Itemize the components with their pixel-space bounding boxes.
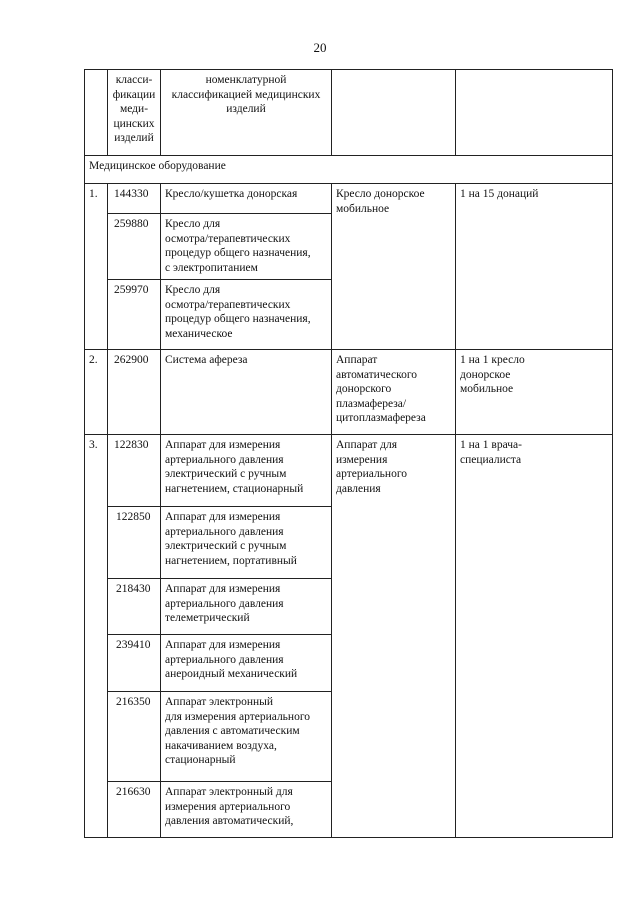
text-line: Аппарат для — [336, 439, 398, 451]
item-name — [161, 280, 332, 350]
item-code: 216350 — [108, 692, 161, 782]
item-name — [161, 350, 332, 435]
text-line: артериального давления — [165, 653, 284, 666]
item-name — [161, 435, 332, 507]
text-line: класси- — [115, 74, 153, 86]
text-line: давления автоматический, — [165, 815, 294, 827]
text-line: Аппарат для измерения — [165, 639, 281, 651]
text-line: процедур общего назначения, — [165, 313, 311, 325]
equipment-table — [84, 69, 613, 838]
item-code: 262900 — [108, 350, 161, 435]
text-line: изделий — [226, 103, 266, 115]
item-code: 122830 — [108, 435, 161, 507]
text-line: электрический с ручным — [165, 468, 287, 480]
text-line: меди- — [119, 103, 149, 115]
text-line: Кресло для — [165, 284, 221, 296]
text-line: цинских — [113, 117, 155, 130]
text-line: Аппарат для измерения — [165, 439, 281, 451]
equipment-norm — [456, 435, 613, 838]
text-line: Аппарат электронный — [165, 696, 274, 708]
header-row — [85, 70, 613, 156]
text-line: цитоплазмафереза — [336, 412, 426, 424]
row-number: 2. — [85, 350, 108, 435]
text-line: осмотра/терапевтических — [165, 298, 291, 311]
text-line: артериального давления — [165, 597, 284, 610]
header-norm-cell — [456, 70, 613, 156]
text-line: фикации — [112, 88, 156, 101]
header-name-cell — [161, 70, 332, 156]
item-code: 218430 — [108, 579, 161, 635]
item-code: 216630 — [108, 782, 161, 838]
row-number: 3. — [85, 435, 108, 838]
item-name — [161, 214, 332, 280]
item-code: 259970 — [108, 280, 161, 350]
item-code: 122850 — [108, 507, 161, 579]
page-number: 20 — [313, 40, 327, 55]
section-row — [85, 156, 613, 184]
text-line: донорского — [336, 383, 392, 395]
text-line: донорское — [460, 368, 511, 381]
text-line: анероидный механический — [165, 668, 298, 680]
text-line: Кресло донорское — [336, 188, 425, 200]
text-line: электрический с ручным — [165, 540, 287, 552]
text-line: артериального — [336, 468, 408, 480]
text-line: осмотра/терапевтических — [165, 232, 291, 245]
text-line: артериального давления — [165, 453, 284, 466]
equipment-norm — [456, 184, 613, 350]
equipment-name — [332, 184, 456, 350]
item-name — [161, 579, 332, 635]
text-line: специалиста — [460, 453, 522, 466]
text-line: 1 на 15 донаций — [460, 188, 539, 200]
text-line: артериального давления — [165, 525, 284, 538]
text-line: нагнетением, портативный — [165, 554, 297, 567]
text-line: Аппарат — [336, 354, 378, 366]
table-row — [85, 184, 613, 214]
text-line: давления — [336, 482, 381, 495]
item-code: 259880 — [108, 214, 161, 280]
item-code: 144330 — [108, 184, 161, 214]
text-line: накачиванием воздуха, — [165, 739, 277, 752]
item-name — [161, 184, 332, 214]
table-row — [85, 435, 613, 507]
text-line: мобильное — [336, 202, 390, 215]
item-code: 239410 — [108, 635, 161, 692]
text-line: с электропитанием — [165, 261, 258, 274]
text-line: давления с автоматическим — [165, 725, 300, 737]
text-line: автоматического — [336, 368, 418, 381]
text-line: Аппарат для измерения — [165, 511, 281, 523]
text-line: 1 на 1 кресло — [460, 354, 525, 366]
text-line: измерения артериального — [165, 800, 291, 813]
equipment-norm — [456, 350, 613, 435]
table-row — [85, 350, 613, 435]
equipment-name — [332, 350, 456, 435]
row-number: 1. — [85, 184, 108, 350]
text-line: Аппарат электронный для — [165, 786, 293, 798]
item-name — [161, 507, 332, 579]
text-line: Кресло для — [165, 218, 221, 230]
text-line: плазмафереза/ — [336, 397, 407, 410]
item-name — [161, 782, 332, 838]
text-line: механическое — [165, 327, 233, 340]
item-name — [161, 635, 332, 692]
text-line: Система афереза — [165, 354, 248, 366]
text-line: стационарный — [165, 754, 236, 766]
text-line: Аппарат для измерения — [165, 583, 281, 595]
text-line: номенклатурной — [205, 74, 287, 86]
text-line: телеметрический — [165, 612, 250, 624]
text-line: нагнетением, стационарный — [165, 482, 304, 495]
item-name — [161, 692, 332, 782]
text-line: 1 на 1 врача- — [460, 439, 522, 451]
equipment-name — [332, 435, 456, 838]
text-line: для измерения артериального — [165, 710, 311, 723]
header-code-cell — [108, 70, 161, 156]
text-line: Кресло/кушетка донорская — [165, 188, 298, 200]
text-line: измерения — [336, 453, 388, 466]
text-line: мобильное — [460, 383, 514, 395]
header-equipment-cell — [332, 70, 456, 156]
text-line: процедур общего назначения, — [165, 247, 311, 259]
text-line: классификацией медицинских — [171, 88, 321, 101]
section-title: Медицинское оборудование — [85, 156, 613, 184]
text-line: изделий — [114, 132, 154, 144]
header-num-cell — [85, 70, 108, 156]
